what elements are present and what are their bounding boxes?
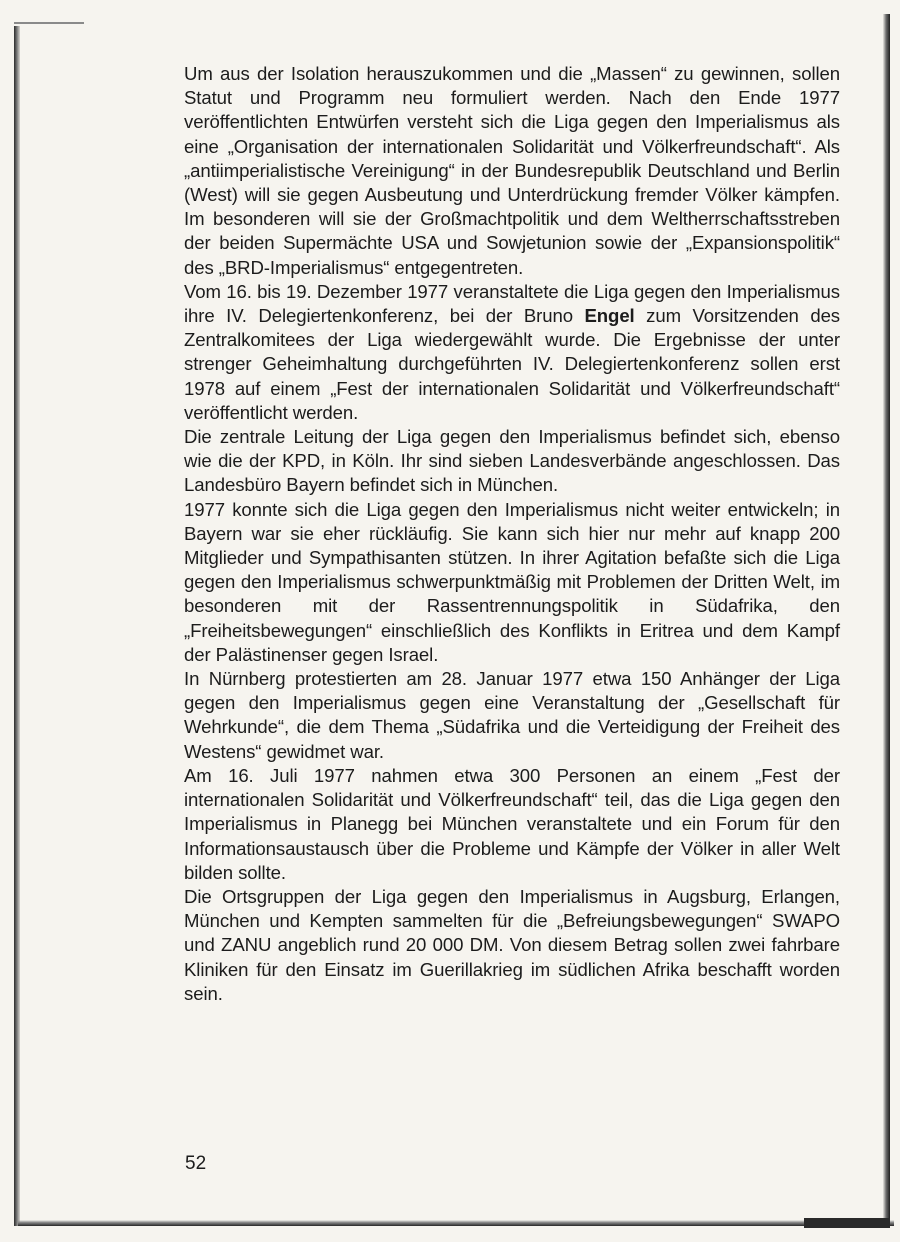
page-number: 52 [185, 1153, 207, 1174]
scan-edge-right [883, 14, 890, 1228]
paragraph-fundraising: Die Ortsgruppen der Liga gegen den Imperialismus in Augsburg, Erlangen, München und Kempten sammelten für die „Befreiungsbewegungen“ SWAPO und ZANU angeblich rund 20 000 DM. Von diesem Betrag sollen zwei fahrbare Kliniken für den Einsatz im Guerillakrieg im südlichen Afrika beschafft worden sein. [184, 885, 840, 1004]
conference-text-after: zum Vorsitzenden des Zentralkomitees der Liga wiedergewählt wurde. Die Ergebnisse der unter strenger Geheimhaltung durchgeführten IV. Delegiertenkonferenz sollen erst 1978 auf einem „Fest der internationalen Solidarität und Völkerfreundschaft“ veröffentlicht werden. [184, 305, 841, 423]
paragraph-nuernberg-protest: In Nürnberg protestierten am 28. Januar 1977 etwa 150 Anhänger der Liga gegen den Imperialismus gegen eine Veranstaltung der „Gesellschaft für Wehrkunde“, die dem Thema „Südafrika und die Verteidigung der Freiheit des Westens“ gewidmet war. [184, 668, 840, 762]
paragraph-solidarity-festival: Am 16. Juli 1977 nahmen etwa 300 Personen an einem „Fest der internationalen Solidarität und Völkerfreundschaft“ teil, das die Liga gegen den Imperialismus in Planegg bei München veranstaltete und ein Forum für den Informationsaustausch über die Probleme und Kämpfe der Völker in aller Welt bilden sollte. [184, 764, 840, 883]
page-body [184, 62, 840, 1006]
conference-text-before: Vom 16. bis 19. Dezember 1977 veranstaltete die Liga gegen den Imperialismus ihre IV. Delegiertenkonferenz, bei der Bruno [184, 280, 840, 327]
paragraph-central-leadership: Die zentrale Leitung der Liga gegen den Imperialismus befindet sich, ebenso wie die der KPD, in Köln. Ihr sind sieben Landesverbände angeschlossen. Das Landesbüro Bayern befindet sich in München. [184, 426, 840, 496]
scan-corner-bottom-right [804, 1218, 890, 1228]
paragraph-statute-program: Um aus der Isolation herauszukommen und die „Massen“ zu gewinnen, sollen Statut und Programm neu formuliert werden. Nach den Ende 1977 veröffentlichten Entwürfen versteht sich die Liga gegen den Imperialismus als eine „Organisation der internationalen Solidarität und Völkerfreundschaft“. Als „antiimperialistische Vereinigung“ in der Bundesrepublik Deutschland und Berlin (West) will sie gegen Ausbeutung und Unterdrückung fremder Völker kämpfen. Im besonderen will sie der Großmachtpolitik und dem Weltherrschaftsstreben der beiden Supermächte USA und Sowjetunion sowie der „Expansionspolitik“ des „BRD-Imperialismus“ entgegentreten. [184, 63, 840, 278]
scan-edge-bottom [18, 1220, 894, 1226]
scan-edge-left [14, 26, 20, 1226]
paragraph-delegate-conference [184, 280, 840, 425]
paragraph-development-1977: 1977 konnte sich die Liga gegen den Imperialismus nicht weiter entwickeln; in Bayern war sie eher rückläufig. Sie kann sich hier nur mehr auf knapp 200 Mitglieder und Sympathisanten stützen. In ihrer Agitation befaßte sich die Liga gegen den Imperialismus schwerpunktmäßig mit Problemen der Dritten Welt, im besonderen mit der Rassentrennungspolitik in Südafrika, den „Freiheitsbewegungen“ einschließlich des Konflikts in Eritrea und dem Kampf der Palästinenser gegen Israel. [184, 498, 840, 665]
scan-edge-top-left [14, 22, 84, 24]
chairman-name: Engel [584, 305, 635, 327]
